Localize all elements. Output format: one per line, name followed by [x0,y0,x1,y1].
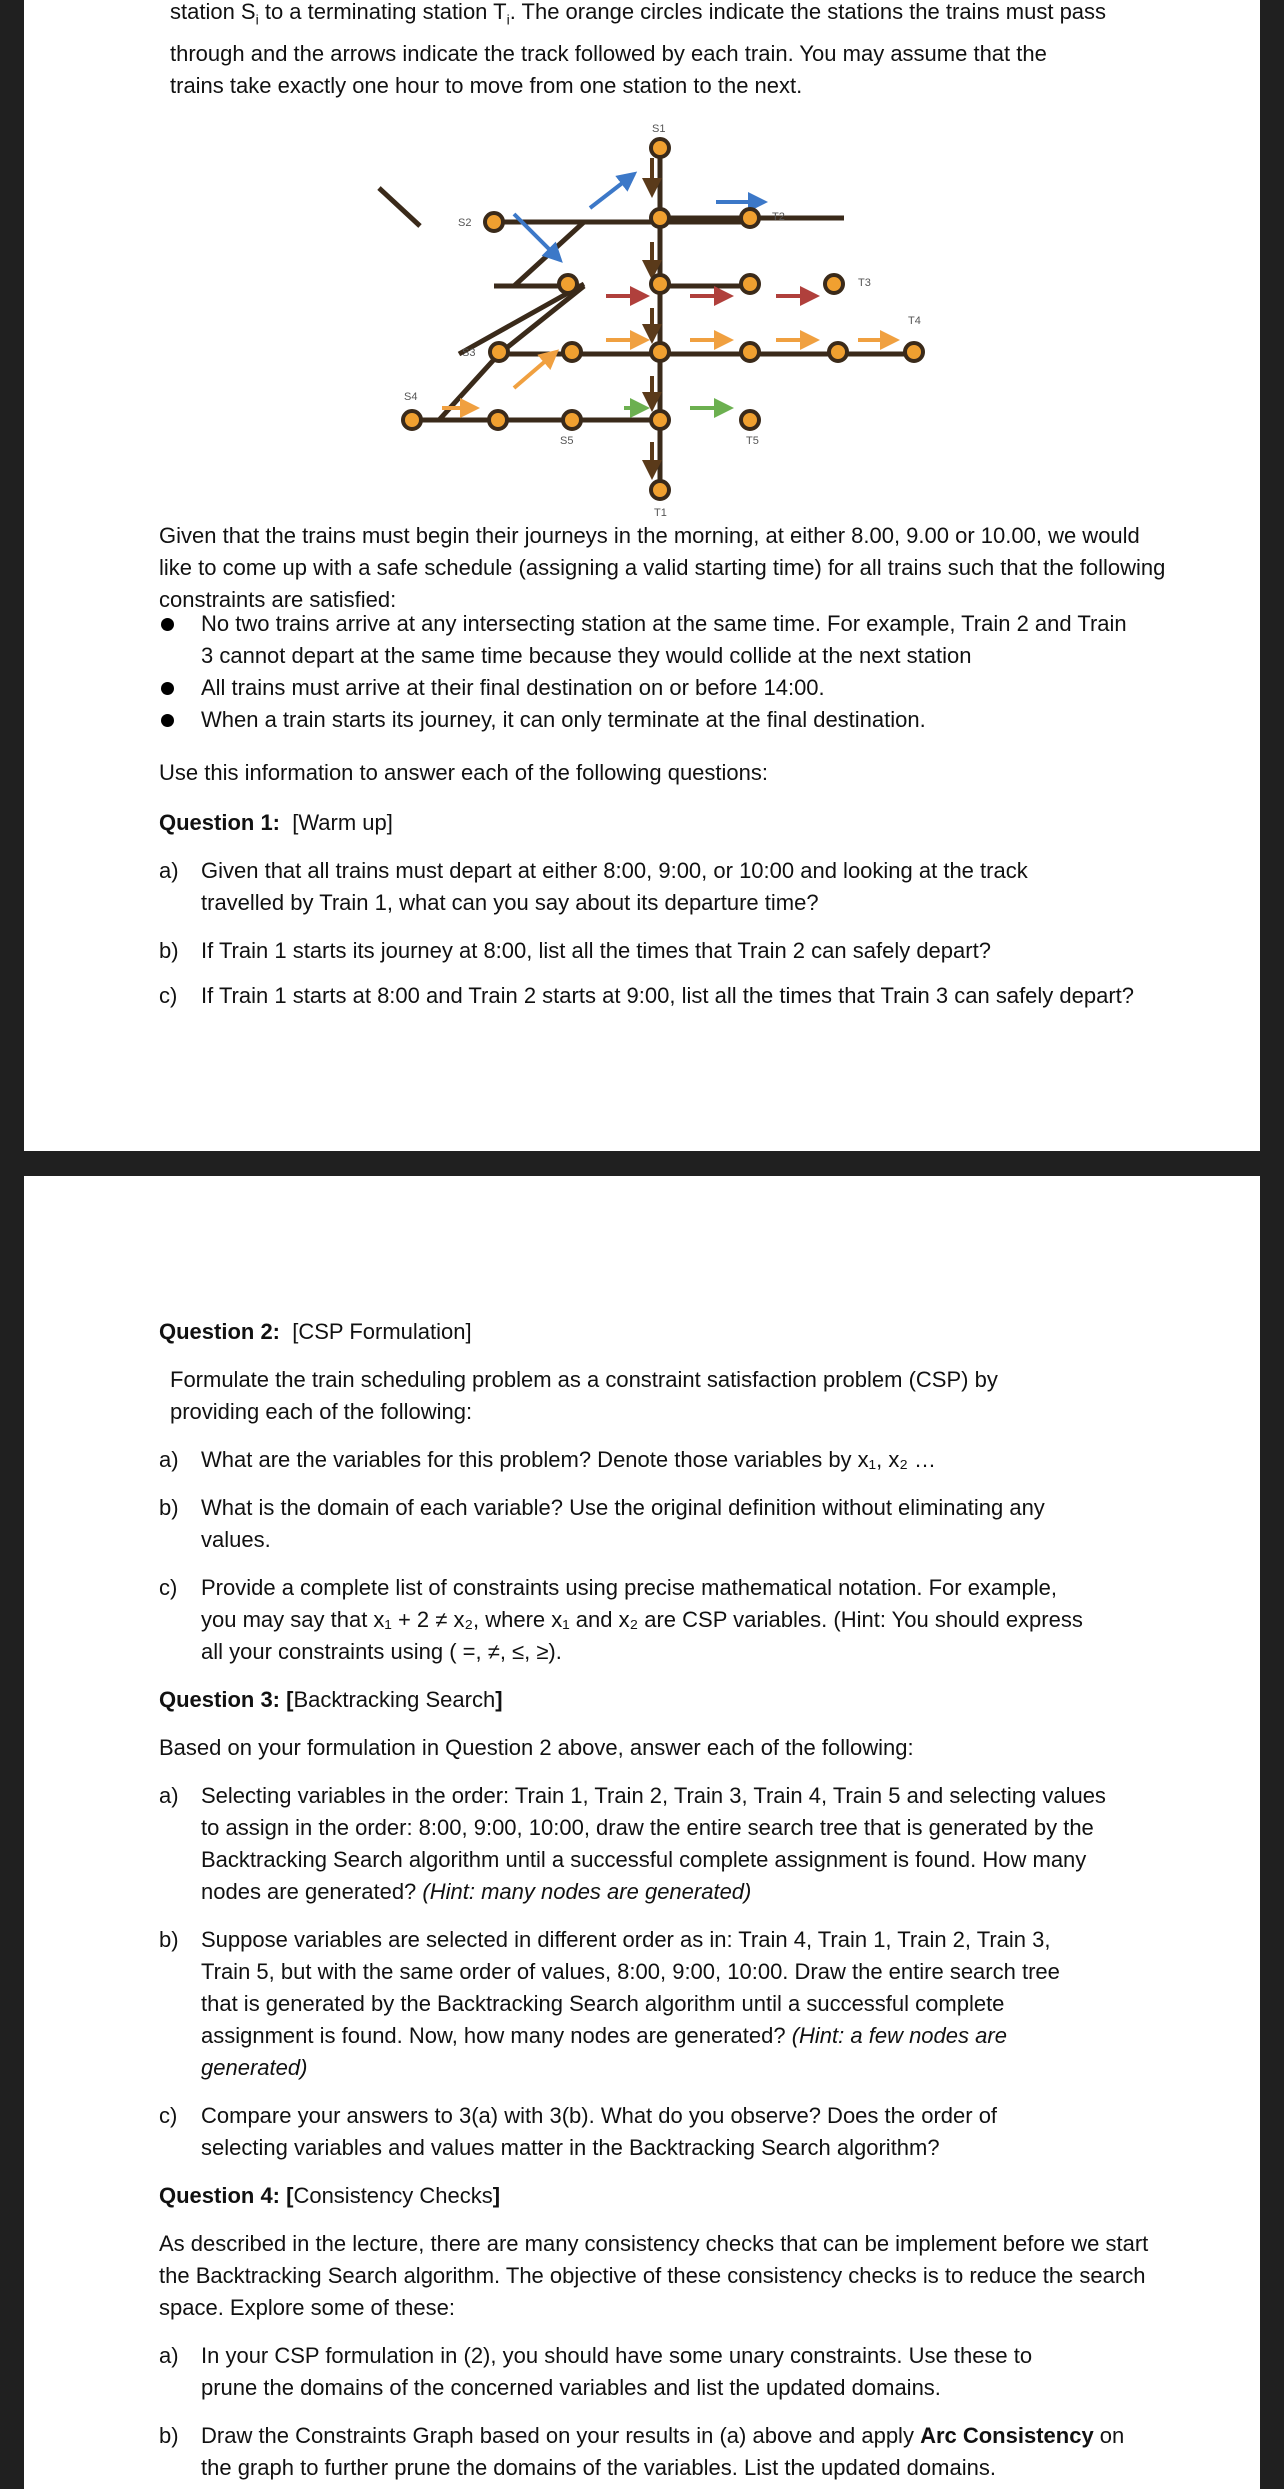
q4-a-label: a) [159,2343,179,2368]
q3-b-text: Suppose variables are selected in different order as in: Train 4, Train 1, Train 2, Train 3, Train 5, but with the same order of values, 8:00, 9:00, 10:00. Draw the entire search tree that is generated by the Backtracking Search algorithm until a successful complete assignment is found. Now, how many nodes are generated? (Hint: a few nodes are generated) [201,1927,1060,2080]
label-t1: T1 [654,507,667,519]
tracks [379,140,914,490]
q3-intro: Based on your formulation in Question 2 above, answer each of the following: [159,1735,914,1760]
q2-c-line-1: Provide a complete list of constraints using precise mathematical notation. For example, [201,1575,1057,1600]
q3-b-label: b) [159,1927,179,1952]
q1-b-label: b) [159,938,179,963]
q2-a-text: What are the variables for this problem? Denote those variables by x₁, x₂ … [201,1447,936,1472]
q2-b-text: What is the domain of each variable? Use the original definition without eliminating any values. [201,1495,1045,1552]
q1-b-text: If Train 1 starts its journey at 8:00, list all the times that Train 2 can safely depart? [201,938,991,963]
q2-c-label: c) [159,1575,178,1600]
q2-a-label: a) [159,1447,179,1472]
q1-c-label: c) [159,983,178,1008]
use-info: Use this information to answer each of the following questions: [159,760,768,785]
label-s1: S1 [652,123,666,135]
q1-a-text: Given that all trains must depart at either 8:00, 9:00, or 10:00 and looking at the track travelled by Train 1, what can you say about its departure time? [201,858,1028,915]
q4-b-text: Draw the Constraints Graph based on your results in (a) above and apply Arc Consistency on the graph to further prune the domains of the variables. List the updated domains. [201,2423,1125,2480]
bullet-dot [161,618,174,631]
q1-heading: Question 1: [Warm up] [159,810,393,835]
bullet-dot [161,682,174,695]
intro-line-2: through and the arrows indicate the track followed by each train. You may assume that the [170,41,1047,66]
label-s5: S5 [560,435,574,447]
q3-a-text: Selecting variables in the order: Train 1, Train 2, Train 3, Train 4, Train 5 and selecting values to assign in the order: 8:00, 9:00, 10:00, draw the entire search tree that is generated by the Backtracking Search algorithm until a successful complete assignment is found. How many nodes are generated? (Hint: many nodes are generated) [201,1783,1106,1904]
q4-b-label: b) [159,2423,179,2448]
bullet-3: When a train starts its journey, it can only terminate at the final destination. [201,707,926,732]
label-t5: T5 [746,435,759,447]
q2-c-line-2: you may say that x₁ + 2 ≠ x₂, where x₁ and x₂ are CSP variables. (Hint: You should express [201,1607,1083,1632]
intro-line-3: trains take exactly one hour to move from one station to the next. [170,73,803,98]
label-t3: T3 [858,277,871,289]
q2-heading: Question 2: [CSP Formulation] [159,1319,472,1344]
page-1 [24,0,1260,1151]
intro-line-1: station $S_i$ to a terminating station $T_i$. The orange circles indicate the stations the trains must pass [170,0,1107,28]
bullet-1: No two trains arrive at any intersecting station at the same time. For example, Train 2 and Train 3 cannot depart at the same time because they would collide at the next station [201,611,1127,668]
q2-b-label: b) [159,1495,179,1520]
train-network-diagram [364,118,964,538]
page-2 [24,1176,1260,2489]
train-arrows [442,158,896,476]
q1-a-label: a) [159,858,179,883]
bullet-dot [161,714,174,727]
label-t2: T2 [772,211,785,223]
q4-intro: As described in the lecture, there are many consistency checks that can be implement before we start the Backtracking Search algorithm. The objective of these consistency checks is to reduce the search space. Explore some of these: [159,2231,1149,2320]
q2-intro: Formulate the train scheduling problem as a constraint satisfaction problem (CSP) by providing each of the following: [170,1367,998,1424]
label-s2: S2 [458,217,472,229]
label-t4: T4 [908,315,921,327]
bullet-2: All trains must arrive at their final destination on or before 14:00. [201,675,825,700]
q3-c-label: c) [159,2103,178,2128]
q1-c-text: If Train 1 starts at 8:00 and Train 2 starts at 9:00, list all the times that Train 3 can safely depart? [201,983,1135,1008]
label-s4: S4 [404,391,418,403]
q3-heading: Question 3: [Backtracking Search] [159,1687,503,1712]
para-schedule: Given that the trains must begin their journeys in the morning, at either 8.00, 9.00 or 10.00, we would like to come up with a safe schedule (assigning a valid starting time) for all trains such that the following constraints are satisfied: [159,523,1166,612]
q2-c-line-3: all your constraints using ( =, ≠, ≤, ≥). [201,1639,562,1664]
stations [403,139,923,499]
q4-a-text: In your CSP formulation in (2), you should have some unary constraints. Use these to prune the domains of the concerned variables and list the updated domains. [201,2343,1033,2400]
q4-heading: Question 4: [Consistency Checks] [159,2183,501,2208]
q3-a-label: a) [159,1783,179,1808]
q3-c-text: Compare your answers to 3(a) with 3(b). What do you observe? Does the order of selecting variables and values matter in the Backtracking Search algorithm? [201,2103,998,2160]
label-s3: S3 [462,347,476,359]
